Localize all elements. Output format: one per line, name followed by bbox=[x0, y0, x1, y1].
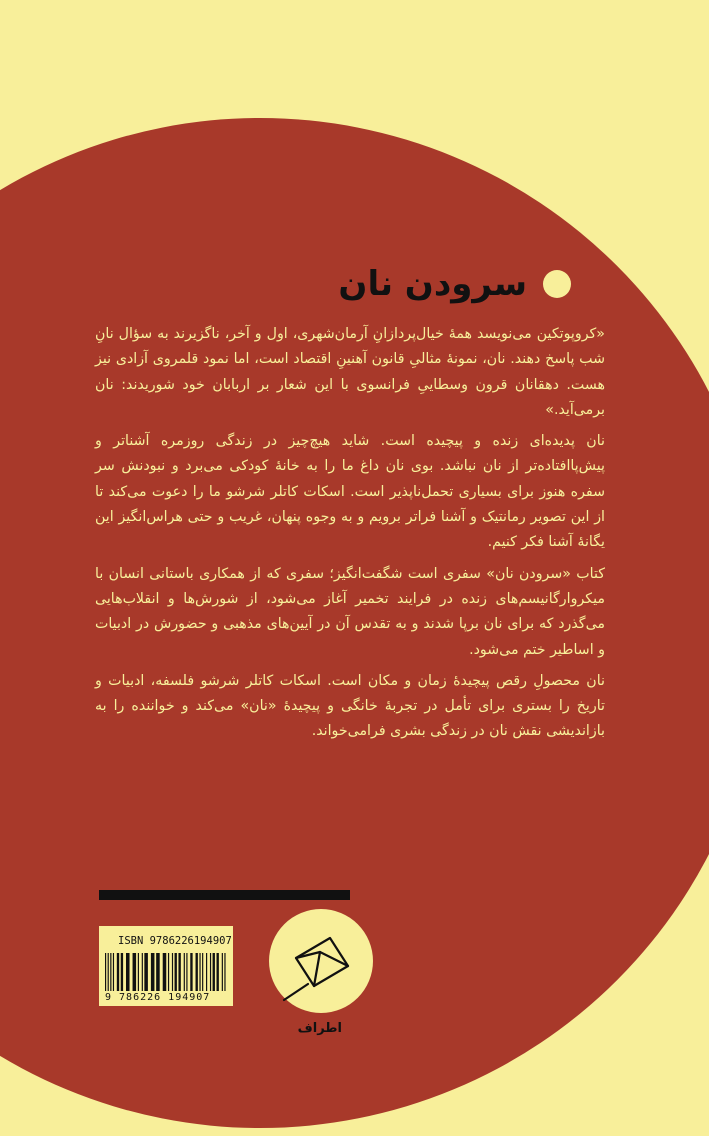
back-cover-blurb bbox=[95, 322, 605, 751]
barcode-bars bbox=[105, 953, 227, 991]
isbn-digits: 9 786226 194907 bbox=[105, 992, 211, 1003]
publisher-logo-icon bbox=[268, 908, 374, 1014]
blurb-paragraph-1: «کروپوتکین می‌نویسد همهٔ خیال‌پردازانِ آرمان‌شهری، اول و آخر، ناگزیرند به سؤال نانِ شب پاسخ دهند. نان، نمونهٔ مثالیِ قانون آهنینِ اقتصاد است، اما نمود قلمروی آزادی نیز هست. دهقانان قرون وسطاییِ فرانسوی با این شعار بر اربابان خود شوریدند: نان برمی‌آید.» bbox=[95, 326, 605, 418]
publisher-name: اطراف bbox=[297, 1021, 342, 1036]
blurb-paragraph-3: کتاب «سرودن نان» سفری است شگفت‌انگیز؛ سفری که از همکاری باستانی انسان با میکروارگانیسم‌های زنده در فرایند تخمیر آغاز می‌شود، از شورش‌ها و انقلاب‌هایی می‌گذرد که برای نان برپا شدند و به تقدس آن در آیین‌های مذهبی و حضورش در ادبیات و اساطیر ختم می‌شود. bbox=[95, 565, 605, 658]
blurb-paragraph-4: نان محصولِ رقص پیچیدهٔ زمان و مکان است. اسکات کاتلر شرشو فلسفه، ادبیات و تاریخ را بستری برای تأمل در تجربهٔ خانگی و پیچیدهٔ «نان» می‌کند و خواننده را به بازاندیشی نقش نان در زندگی بشری فرامی‌خواند. bbox=[95, 672, 605, 740]
isbn-barcode-block bbox=[99, 926, 233, 1006]
isbn-label: ISBN 9786226194907 bbox=[118, 935, 232, 947]
title-row bbox=[338, 256, 571, 312]
black-rule bbox=[99, 890, 350, 900]
blurb-paragraph-2: نان پدیده‌ای زنده و پیچیده است. شاید هیچ‌چیز در زندگی روزمره آشناتر و پیش‌پاافتاده‌تر از نان نباشد. بوی نان داغ ما را به خانهٔ کودکی می‌برد و نبودنش سر سفره هنوز برای بسیاری تحمل‌ناپذیر است. اسکات کاتلر شرشو ما را دعوت می‌کند تا از این تصویر رمانتیک و آشنا فراتر برویم و به وجوه پنهان، غریب و حتی هراس‌انگیز این یگانهٔ آشنا فکر کنیم. bbox=[95, 433, 605, 551]
title-bullet-dot bbox=[543, 270, 571, 298]
book-title: سرودن نان bbox=[338, 264, 527, 304]
